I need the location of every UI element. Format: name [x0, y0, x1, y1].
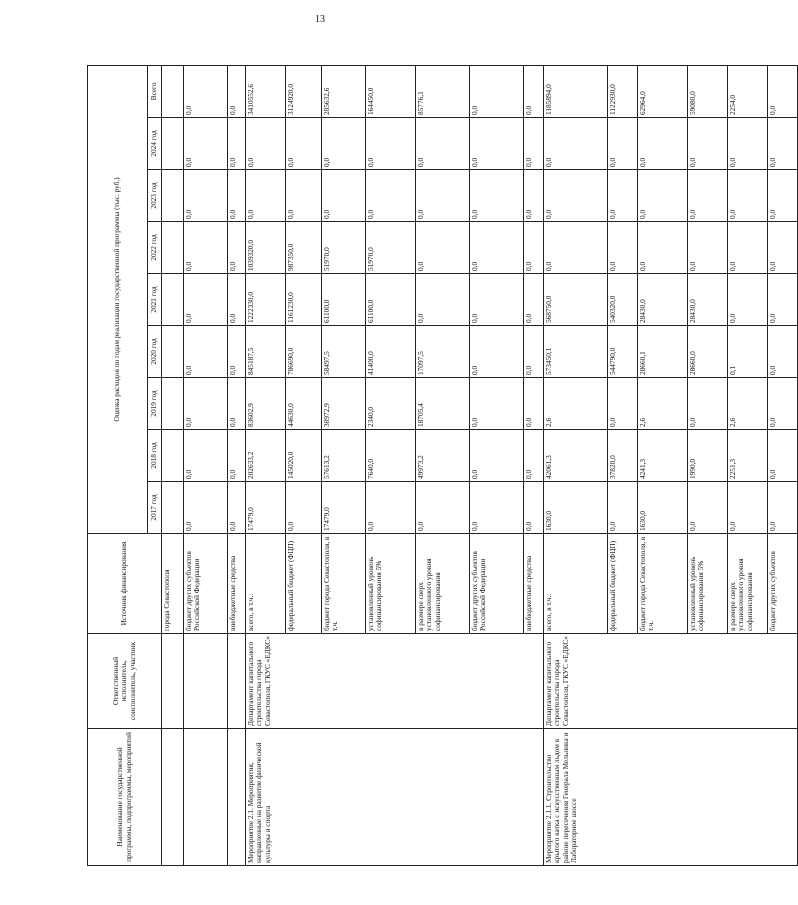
value-cell: 1630,0: [544, 482, 608, 534]
value-cell: [162, 482, 184, 534]
value-cell: 42061,3: [544, 430, 608, 482]
total-cell: 62964,0: [638, 65, 688, 117]
value-cell: 0,0: [322, 118, 366, 170]
total-cell: 285632,6: [322, 65, 366, 117]
header-source: Источник финансирования: [88, 534, 162, 634]
executor-cell: Департамент капитального строительства города Севастополя, ГКУС «ЕДКС»: [544, 634, 798, 729]
value-cell: 0,0: [544, 118, 608, 170]
total-cell: [162, 65, 184, 117]
value-cell: 61100,0: [322, 274, 366, 326]
value-cell: 0,0: [608, 222, 638, 274]
value-cell: 0,0: [728, 222, 768, 274]
value-cell: 0,0: [228, 222, 246, 274]
value-cell: 83602,9: [246, 378, 286, 430]
total-cell: 0,0: [470, 65, 524, 117]
header-year: 2024 год: [148, 118, 162, 170]
value-cell: 786690,0: [286, 326, 322, 378]
value-cell: 41400,0: [366, 326, 416, 378]
value-cell: 0,0: [524, 170, 544, 222]
value-cell: [162, 118, 184, 170]
header-year: 2022 год: [148, 222, 162, 274]
value-cell: 0,0: [638, 222, 688, 274]
value-cell: 0,0: [768, 170, 798, 222]
program-name-cell: [162, 729, 184, 866]
value-cell: 0,0: [524, 430, 544, 482]
source-cell: внебюджетные средства: [524, 534, 544, 634]
value-cell: 0,0: [416, 222, 470, 274]
value-cell: 0,0: [184, 222, 228, 274]
value-cell: 0,0: [768, 274, 798, 326]
table-row: [544, 65, 608, 865]
value-cell: 0,0: [544, 170, 608, 222]
value-cell: 0,0: [728, 118, 768, 170]
value-cell: 7640,0: [366, 430, 416, 482]
value-cell: 0,0: [638, 118, 688, 170]
program-name-cell: Мероприятие 2.1. Мероприятия, направленные на развитие физической культуры и спорта: [246, 729, 544, 866]
header-estimate: Оценка расходов по годам реализации государственной программы (тыс. руб.): [88, 65, 148, 533]
value-cell: 0,0: [544, 222, 608, 274]
value-cell: 0,0: [768, 222, 798, 274]
value-cell: [162, 170, 184, 222]
value-cell: 0,0: [524, 274, 544, 326]
value-cell: 1222330,0: [246, 274, 286, 326]
value-cell: 0,0: [184, 118, 228, 170]
value-cell: 0,0: [524, 118, 544, 170]
value-cell: 2,6: [638, 378, 688, 430]
value-cell: 58497,5: [322, 326, 366, 378]
value-cell: 0,1: [728, 326, 768, 378]
value-cell: 0,0: [286, 482, 322, 534]
value-cell: 0,0: [416, 482, 470, 534]
executor-cell: Департамент капитального строительства города Севастополя, ГКУС «ЕДКС»: [246, 634, 544, 729]
value-cell: 0,0: [524, 222, 544, 274]
header-total: Всего: [148, 65, 162, 117]
value-cell: 0,0: [524, 482, 544, 534]
source-cell: бюджет других субъектов Российской Федерации: [184, 534, 228, 634]
value-cell: [162, 430, 184, 482]
value-cell: 0,0: [608, 118, 638, 170]
total-cell: 0,0: [768, 65, 798, 117]
value-cell: 0,0: [638, 170, 688, 222]
executor-cell: [228, 634, 246, 729]
value-cell: 0,0: [470, 274, 524, 326]
value-cell: 845187,5: [246, 326, 286, 378]
value-cell: 0,0: [228, 118, 246, 170]
table-row: [246, 65, 286, 865]
value-cell: 202633,2: [246, 430, 286, 482]
value-cell: 0,0: [688, 222, 728, 274]
value-cell: 145020,0: [286, 430, 322, 482]
value-cell: 1630,0: [638, 482, 688, 534]
value-cell: 0,0: [470, 326, 524, 378]
value-cell: [162, 222, 184, 274]
value-cell: 28660,0: [688, 326, 728, 378]
table-row: [228, 65, 246, 865]
source-cell: бюджет других субъектов Российской Федерации: [470, 534, 524, 634]
header-executor: Ответственный исполнитель, соисполнитель, участник: [88, 634, 162, 729]
value-cell: [162, 274, 184, 326]
total-cell: 1185894,0: [544, 65, 608, 117]
value-cell: 544790,0: [608, 326, 638, 378]
value-cell: 17479,0: [246, 482, 286, 534]
value-cell: 18705,4: [416, 378, 470, 430]
value-cell: 568750,0: [544, 274, 608, 326]
value-cell: [162, 326, 184, 378]
value-cell: 28660,1: [638, 326, 688, 378]
value-cell: 0,0: [688, 118, 728, 170]
value-cell: 0,0: [470, 118, 524, 170]
value-cell: 38972,9: [322, 378, 366, 430]
value-cell: 4241,3: [638, 430, 688, 482]
value-cell: 0,0: [470, 482, 524, 534]
value-cell: 0,0: [768, 326, 798, 378]
header-year: 2019 год: [148, 378, 162, 430]
value-cell: 0,0: [228, 326, 246, 378]
value-cell: 540320,0: [608, 274, 638, 326]
value-cell: 2251,3: [728, 430, 768, 482]
value-cell: 0,0: [184, 326, 228, 378]
value-cell: 37820,0: [608, 430, 638, 482]
value-cell: 0,0: [728, 482, 768, 534]
value-cell: 1990,0: [688, 430, 728, 482]
value-cell: [162, 378, 184, 430]
source-cell: всего, в т.ч.:: [544, 534, 608, 634]
value-cell: 0,0: [768, 118, 798, 170]
value-cell: 1161230,0: [286, 274, 322, 326]
table-body: [162, 65, 798, 865]
value-cell: 2,6: [544, 378, 608, 430]
total-cell: 0,0: [228, 65, 246, 117]
value-cell: 0,0: [608, 378, 638, 430]
value-cell: 0,0: [608, 170, 638, 222]
header-year: 2020 год: [148, 326, 162, 378]
value-cell: 1039320,0: [246, 222, 286, 274]
value-cell: 0,0: [688, 170, 728, 222]
value-cell: 0,0: [416, 274, 470, 326]
source-cell: федеральный бюджет (ФЦП): [286, 534, 322, 634]
total-cell: 1122930,0: [608, 65, 638, 117]
value-cell: 0,0: [416, 118, 470, 170]
value-cell: 0,0: [524, 326, 544, 378]
rotated-table-container: [87, 66, 777, 866]
value-cell: 0,0: [184, 482, 228, 534]
source-cell: в размере сверх установленного уровня софинансирования: [416, 534, 470, 634]
executor-cell: [162, 634, 184, 729]
value-cell: 0,0: [470, 378, 524, 430]
header-name: Наименование государственной программы, подпрограммы, мероприятий: [88, 729, 162, 866]
executor-cell: [184, 634, 228, 729]
value-cell: 51970,0: [322, 222, 366, 274]
program-name-cell: [184, 729, 228, 866]
value-cell: 2,6: [728, 378, 768, 430]
program-name-cell: [228, 729, 246, 866]
value-cell: 0,0: [608, 482, 638, 534]
total-cell: 85776,1: [416, 65, 470, 117]
value-cell: 51970,0: [366, 222, 416, 274]
value-cell: 0,0: [366, 118, 416, 170]
value-cell: 0,0: [688, 378, 728, 430]
source-cell: федеральный бюджет (ФЦП): [608, 534, 638, 634]
source-cell: установленный уровень софинансирования 5%: [688, 534, 728, 634]
source-cell: бюджет других субъектов: [768, 534, 798, 634]
value-cell: 49973,2: [416, 430, 470, 482]
header-year: 2017 год: [148, 482, 162, 534]
value-cell: 987350,0: [286, 222, 322, 274]
value-cell: 0,0: [470, 430, 524, 482]
value-cell: 0,0: [416, 170, 470, 222]
value-cell: 0,0: [728, 170, 768, 222]
value-cell: 0,0: [184, 378, 228, 430]
value-cell: 0,0: [228, 378, 246, 430]
value-cell: 0,0: [184, 430, 228, 482]
page-number: 13: [315, 14, 325, 25]
source-cell: внебюджетные средства: [228, 534, 246, 634]
total-cell: 0,0: [524, 65, 544, 117]
value-cell: 0,0: [228, 274, 246, 326]
source-cell: бюджет города Севастополя, в т.ч.: [322, 534, 366, 634]
budget-table: [87, 65, 798, 866]
value-cell: 573450,1: [544, 326, 608, 378]
value-cell: 0,0: [728, 274, 768, 326]
value-cell: 0,0: [768, 482, 798, 534]
source-cell: бюджет города Севастополя, в т.ч.: [638, 534, 688, 634]
table-row: [162, 65, 184, 865]
value-cell: 0,0: [322, 170, 366, 222]
total-cell: 59080,0: [688, 65, 728, 117]
value-cell: 0,0: [366, 482, 416, 534]
value-cell: 17479,0: [322, 482, 366, 534]
value-cell: 28430,0: [688, 274, 728, 326]
value-cell: 0,0: [768, 378, 798, 430]
value-cell: 0,0: [184, 274, 228, 326]
total-cell: 2254,0: [728, 65, 768, 117]
value-cell: 0,0: [286, 170, 322, 222]
value-cell: 0,0: [366, 170, 416, 222]
value-cell: 2340,0: [366, 378, 416, 430]
total-cell: 0,0: [184, 65, 228, 117]
value-cell: 0,0: [228, 482, 246, 534]
header-year: 2018 год: [148, 430, 162, 482]
value-cell: 0,0: [246, 118, 286, 170]
value-cell: 17097,5: [416, 326, 470, 378]
value-cell: 0,0: [470, 170, 524, 222]
value-cell: 0,0: [470, 222, 524, 274]
header-year: 2021 год: [148, 274, 162, 326]
program-name-cell: Мероприятие 2.1.1. Строительство крытого катка с искусственным льдом в районе пересечения Генерала Мельника и Лабораторное шоссе: [544, 729, 798, 866]
value-cell: 57613,2: [322, 430, 366, 482]
source-cell: установленный уровень софинансирования 5%: [366, 534, 416, 634]
source-cell: в размере сверх установленного уровня софинансирования: [728, 534, 768, 634]
value-cell: 0,0: [228, 170, 246, 222]
value-cell: 0,0: [184, 170, 228, 222]
value-cell: 61100,0: [366, 274, 416, 326]
value-cell: 44630,0: [286, 378, 322, 430]
value-cell: 0,0: [768, 430, 798, 482]
value-cell: 0,0: [286, 118, 322, 170]
total-cell: 3410552,6: [246, 65, 286, 117]
header-year: 2023 год: [148, 170, 162, 222]
table-row: [184, 65, 228, 865]
source-cell: всего, в т.ч.:: [246, 534, 286, 634]
value-cell: 0,0: [228, 430, 246, 482]
total-cell: 3124920,0: [286, 65, 322, 117]
value-cell: 0,0: [688, 482, 728, 534]
source-cell: города Севастополя: [162, 534, 184, 634]
value-cell: 28430,0: [638, 274, 688, 326]
value-cell: 0,0: [524, 378, 544, 430]
total-cell: 164450,0: [366, 65, 416, 117]
value-cell: 0,0: [246, 170, 286, 222]
